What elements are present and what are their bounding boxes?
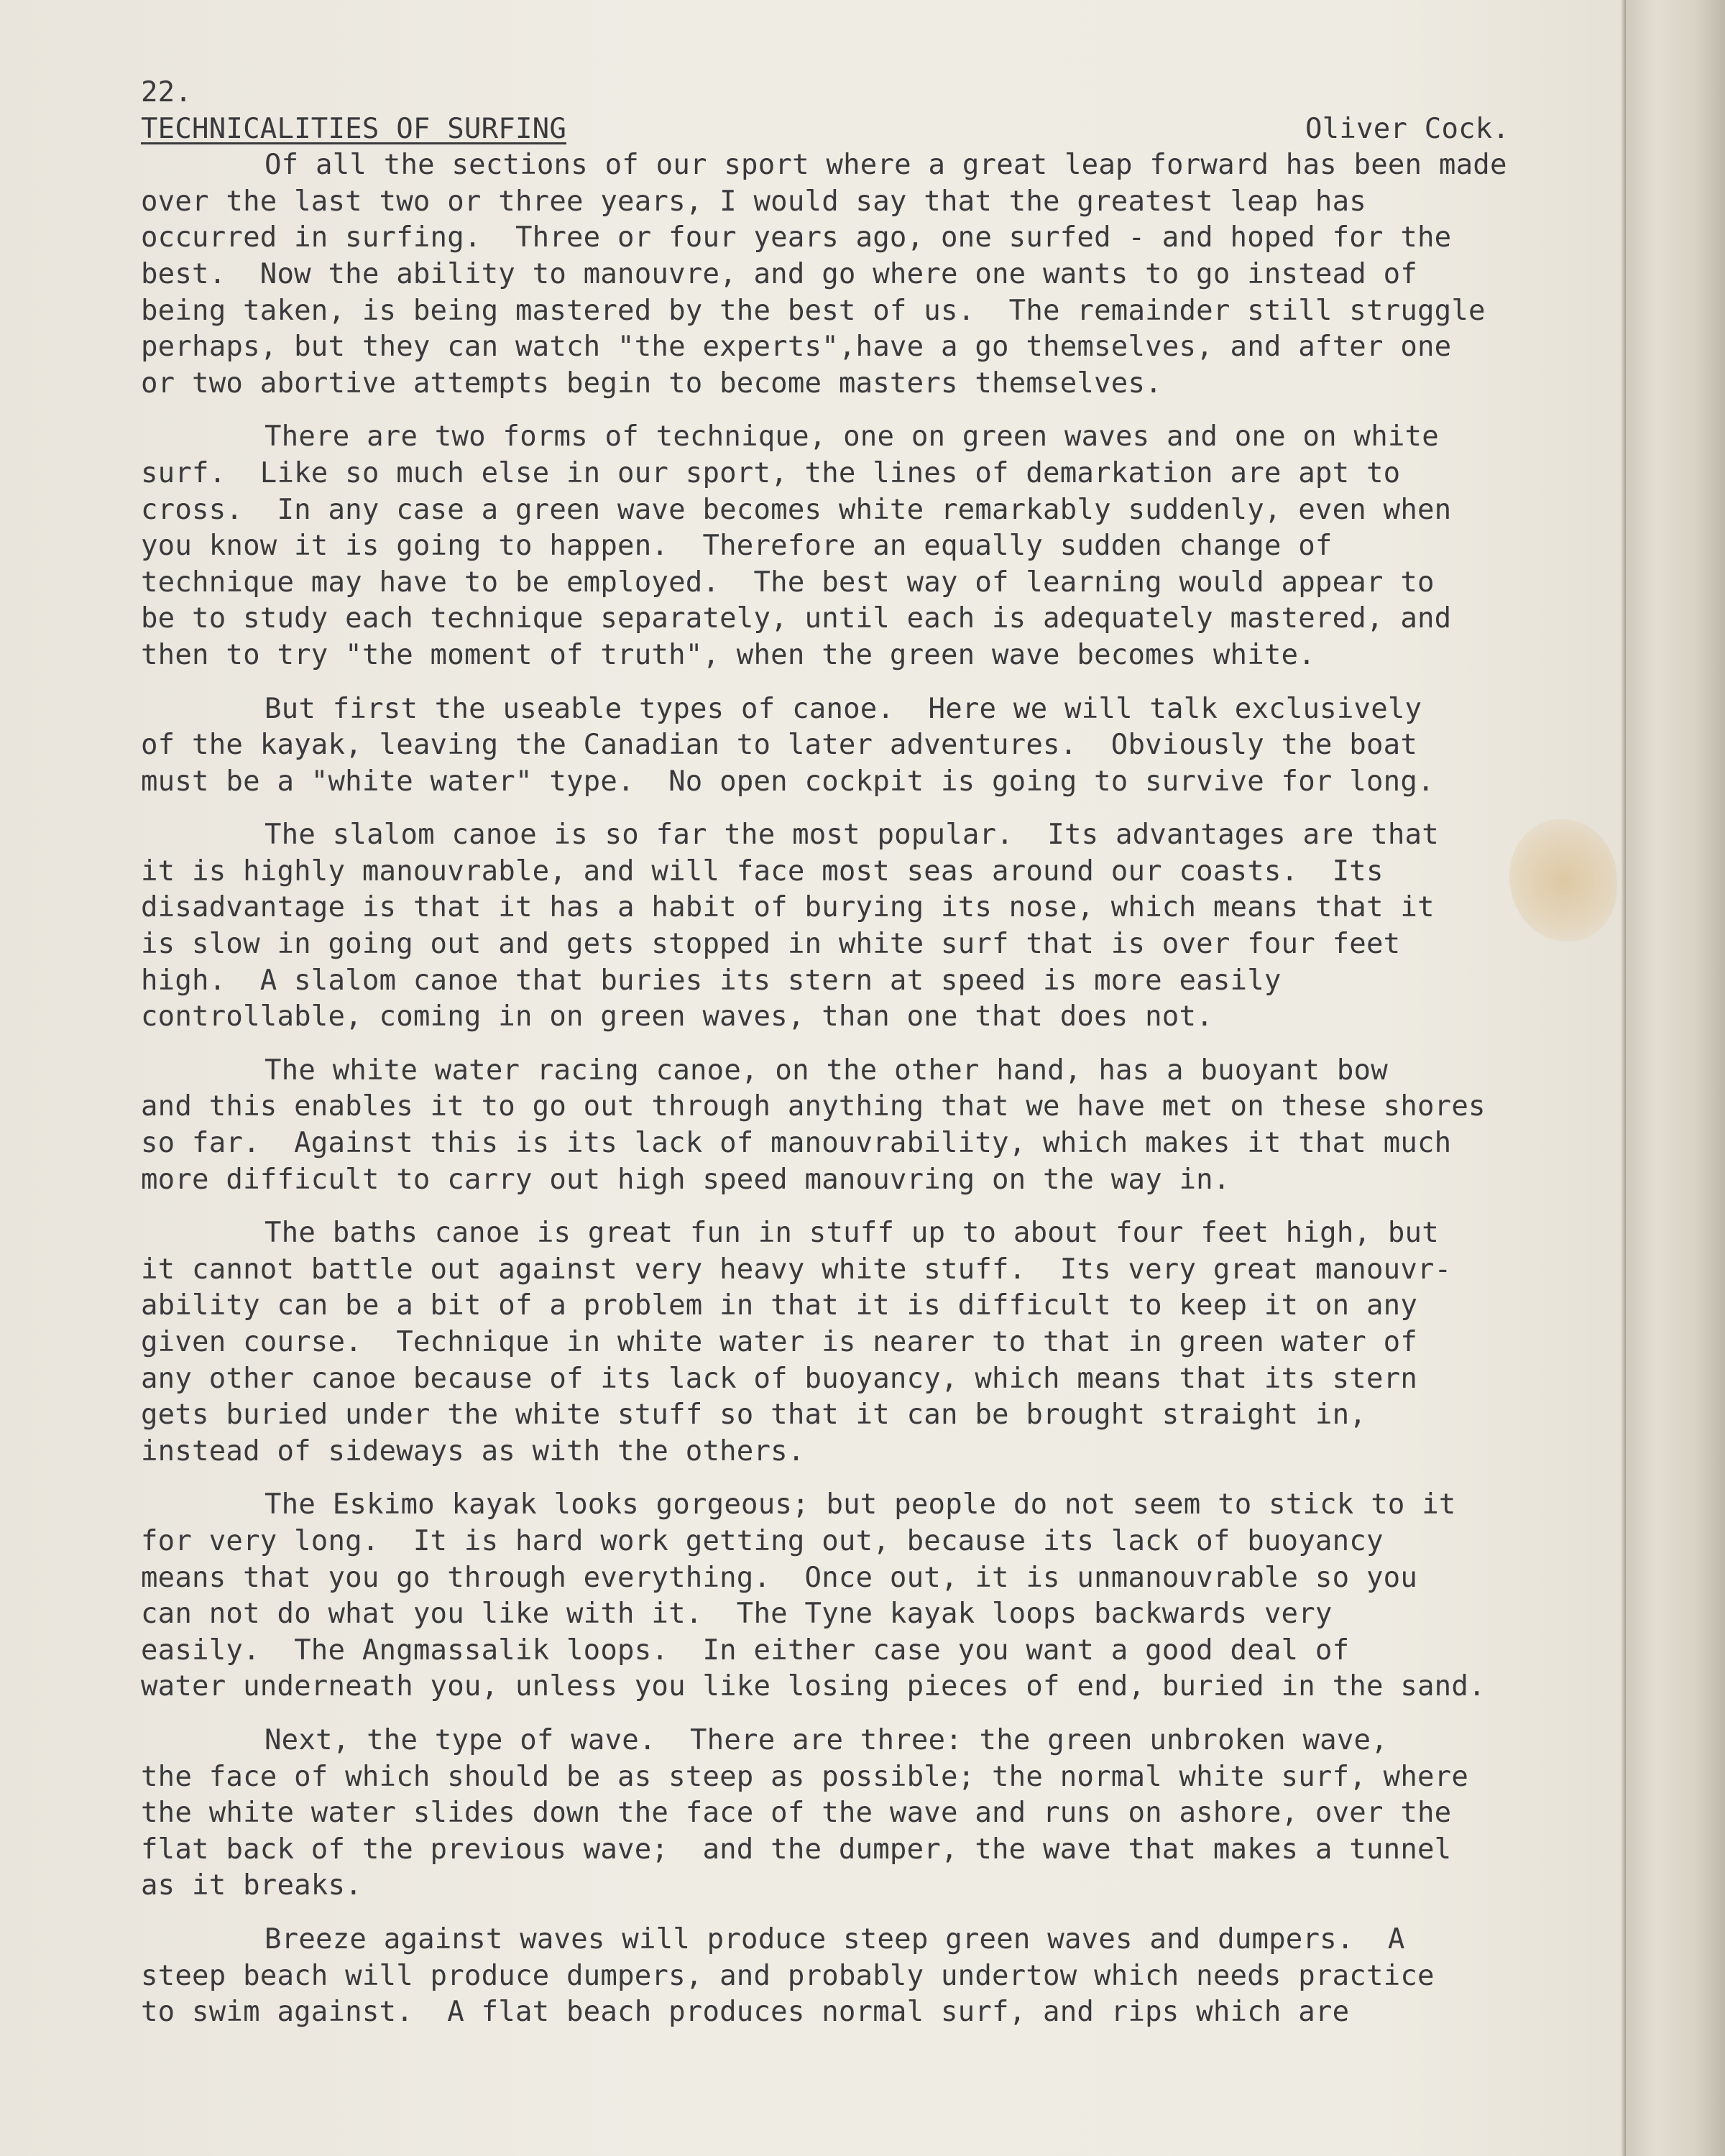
- paragraph: [141, 817, 1586, 1036]
- text-line: is slow in going out and gets stopped in white surf that is over four feet: [141, 928, 1401, 961]
- text-line: be to study each technique separately, until each is adequately mastered, and: [141, 602, 1452, 635]
- text-line: given course. Technique in white water is nearer to that in green water of: [141, 1326, 1417, 1358]
- text-line: you know it is going to happen. Therefore an equally sudden change of: [141, 530, 1333, 563]
- paragraph: [141, 419, 1586, 673]
- text-line: it cannot battle out against very heavy white stuff. Its very great manouvr-: [141, 1253, 1452, 1286]
- text-line: or two abortive attempts begin to become masters themselves.: [141, 367, 1162, 400]
- page-text: [141, 75, 1586, 2048]
- text-line: cross. In any case a green wave becomes white remarkably suddenly, even when: [141, 493, 1452, 526]
- text-line: so far. Against this is its lack of manouvrability, which makes it that much: [141, 1127, 1452, 1160]
- text-line: But first the useable types of canoe. Here we will talk exclusively: [264, 692, 1422, 725]
- paragraph: [141, 1487, 1586, 1705]
- text-line: of the kayak, leaving the Canadian to later adventures. Obviously the boat: [141, 729, 1417, 762]
- article-body: [141, 147, 1586, 2031]
- text-line: easily. The Angmassalik loops. In either case you want a good deal of: [141, 1634, 1350, 1667]
- text-line: The baths canoe is great fun in stuff up to about four feet high, but: [264, 1217, 1439, 1250]
- text-line: can not do what you like with it. The Tyne kayak loops backwards very: [141, 1598, 1333, 1631]
- text-line: gets buried under the white stuff so that it can be brought straight in,: [141, 1399, 1366, 1432]
- page-number: 22.: [141, 76, 193, 109]
- text-line: flat back of the previous wave; and the dumper, the wave that makes a tunnel: [141, 1833, 1452, 1866]
- text-line: over the last two or three years, I would say that the greatest leap has: [141, 185, 1366, 218]
- article-header: [141, 111, 1586, 148]
- paragraph: [141, 147, 1586, 402]
- paragraph: [141, 1922, 1586, 2031]
- text-line: ability can be a bit of a problem in that it is difficult to keep it on any: [141, 1289, 1417, 1322]
- text-line: water underneath you, unless you like losing pieces of end, buried in the sand.: [141, 1670, 1486, 1703]
- text-line: the white water slides down the face of the wave and runs on ashore, over the: [141, 1797, 1452, 1830]
- text-line: technique may have to be employed. The best way of learning would appear to: [141, 566, 1435, 599]
- text-line: best. Now the ability to manouvre, and go where one wants to go instead of: [141, 257, 1417, 290]
- text-line: then to try "the moment of truth", when the green wave becomes white.: [141, 638, 1315, 671]
- text-line: steep beach will produce dumpers, and probably undertow which needs practice: [141, 1959, 1435, 1992]
- text-line: it is highly manouvrable, and will face most seas around our coasts. Its: [141, 854, 1384, 888]
- text-line: The Eskimo kayak looks gorgeous; but people do not seem to stick to it: [264, 1488, 1456, 1521]
- text-line: and this enables it to go out through anything that we have met on these shores: [141, 1090, 1486, 1123]
- text-line: There are two forms of technique, one on green waves and one on white: [264, 420, 1439, 453]
- paragraph: [141, 1053, 1586, 1198]
- text-line: for very long. It is hard work getting out, because its lack of buoyancy: [141, 1524, 1384, 1557]
- paragraph: [141, 1723, 1586, 1904]
- text-line: occurred in surfing. Three or four years ago, one surfed - and hoped for the: [141, 221, 1452, 254]
- text-line: high. A slalom canoe that buries its stern at speed is more easily: [141, 964, 1282, 997]
- text-line: being taken, is being mastered by the best of us. The remainder still struggle: [141, 294, 1486, 327]
- text-line: The white water racing canoe, on the other hand, has a buoyant bow: [264, 1054, 1388, 1087]
- text-line: disadvantage is that it has a habit of burying its nose, which means that it: [141, 891, 1435, 924]
- text-line: the face of which should be as steep as possible; the normal white surf, where: [141, 1760, 1469, 1793]
- text-line: means that you go through everything. Once out, it is unmanouvrable so you: [141, 1561, 1417, 1594]
- text-line: must be a "white water" type. No open cockpit is going to survive for long.: [141, 765, 1435, 798]
- text-line: controllable, coming in on green waves, than one that does not.: [141, 1000, 1213, 1033]
- paragraph: [141, 1215, 1586, 1470]
- page-binding-edge: [1626, 0, 1725, 2156]
- text-line: Next, the type of wave. There are three: the green unbroken wave,: [264, 1723, 1388, 1756]
- text-line: The slalom canoe is so far the most popular. Its advantages are that: [264, 819, 1439, 852]
- text-line: perhaps, but they can watch "the experts",have a go themselves, and after one: [141, 331, 1452, 364]
- paragraph: [141, 691, 1586, 801]
- text-line: as it breaks.: [141, 1869, 362, 1902]
- text-line: Breeze against waves will produce steep green waves and dumpers. A: [264, 1922, 1405, 1955]
- text-line: instead of sideways as with the others.: [141, 1434, 805, 1468]
- text-line: surf. Like so much else in our sport, the lines of demarkation are apt to: [141, 456, 1401, 489]
- text-line: any other canoe because of its lack of buoyancy, which means that its stern: [141, 1362, 1417, 1395]
- text-line: to swim against. A flat beach produces normal surf, and rips which are: [141, 1996, 1350, 2029]
- article-title: TECHNICALITIES OF SURFING: [141, 112, 566, 145]
- article-author: Oliver Cock.: [1305, 112, 1510, 145]
- text-line: more difficult to carry out high speed manouvring on the way in.: [141, 1163, 1230, 1196]
- text-line: Of all the sections of our sport where a great leap forward has been made: [264, 149, 1507, 182]
